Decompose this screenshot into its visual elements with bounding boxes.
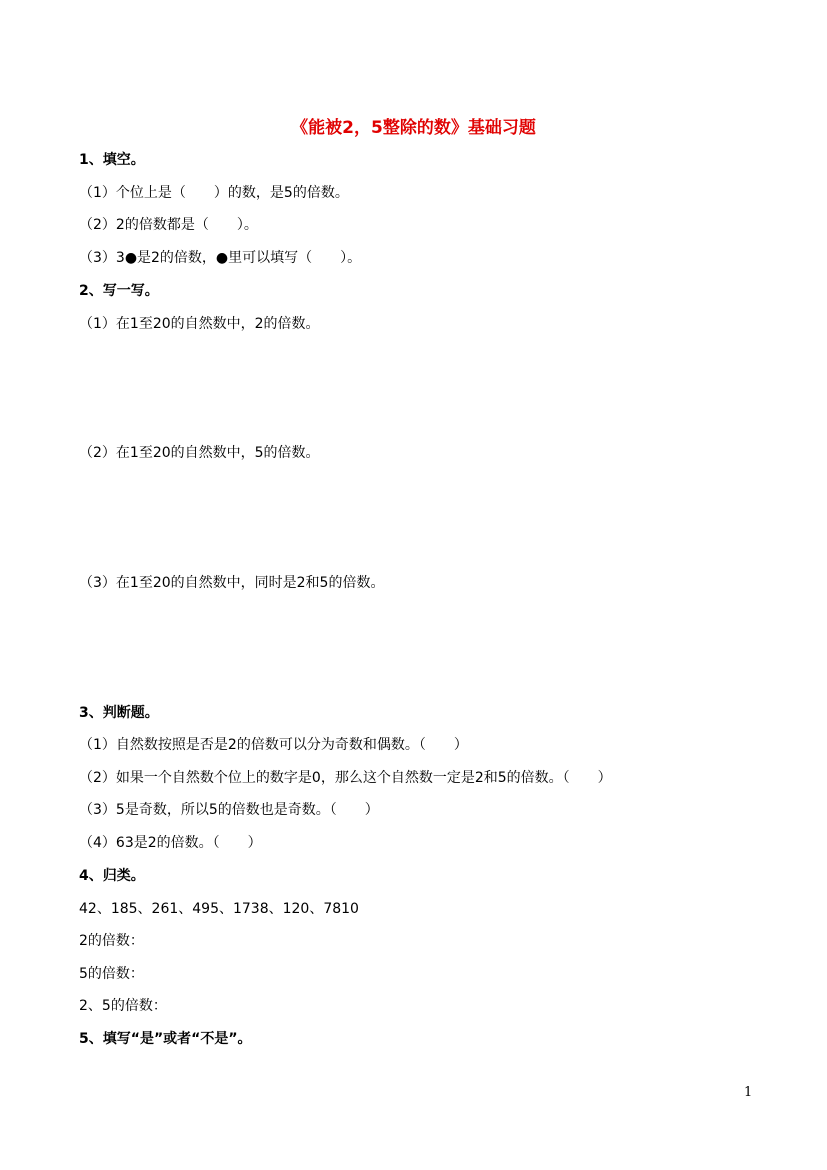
section-4-multiples-of-5: 5的倍数： — [79, 966, 144, 982]
section-4-heading: 4、归类。 — [79, 868, 145, 884]
section-2-item-1: （1）在1至20的自然数中，2的倍数。 — [79, 316, 320, 332]
section-2-heading: 2、写一写。 — [79, 283, 159, 299]
page-number: 1 — [744, 1085, 753, 1100]
section-5-heading: 5、填写“是”或者“不是”。 — [79, 1031, 252, 1047]
section-3-item-3: （3）5是奇数，所以5的倍数也是奇数。（ ） — [79, 802, 379, 818]
section-3-item-1: （1）自然数按照是否是2的倍数可以分为奇数和偶数。（ ） — [79, 737, 468, 753]
section-1-heading: 1、填空。 — [79, 152, 145, 168]
section-4-multiples-of-2: 2的倍数： — [79, 933, 144, 949]
section-2-item-2: （2）在1至20的自然数中，5的倍数。 — [79, 445, 320, 461]
section-4-multiples-of-2-and-5: 2、5的倍数： — [79, 998, 167, 1014]
section-1-item-3: （3）3●是2的倍数，●里可以填写（ ）。 — [79, 250, 362, 266]
section-2-item-3: （3）在1至20的自然数中，同时是2和5的倍数。 — [79, 575, 385, 591]
section-1-item-1: （1）个位上是（ ）的数，是5的倍数。 — [79, 185, 349, 201]
section-1-item-2: （2）2的倍数都是（ ）。 — [79, 217, 258, 233]
section-3-item-2: （2）如果一个自然数个位上的数字是0，那么这个自然数一定是2和5的倍数。（ ） — [79, 770, 612, 786]
section-3-item-4: （4）63是2的倍数。（ ） — [79, 835, 262, 851]
section-3-heading: 3、判断题。 — [79, 705, 159, 721]
document-title: 《能被2，5整除的数》基础习题 — [291, 118, 536, 138]
section-4-number-list: 42、185、261、495、1738、120、7810 — [79, 901, 359, 917]
